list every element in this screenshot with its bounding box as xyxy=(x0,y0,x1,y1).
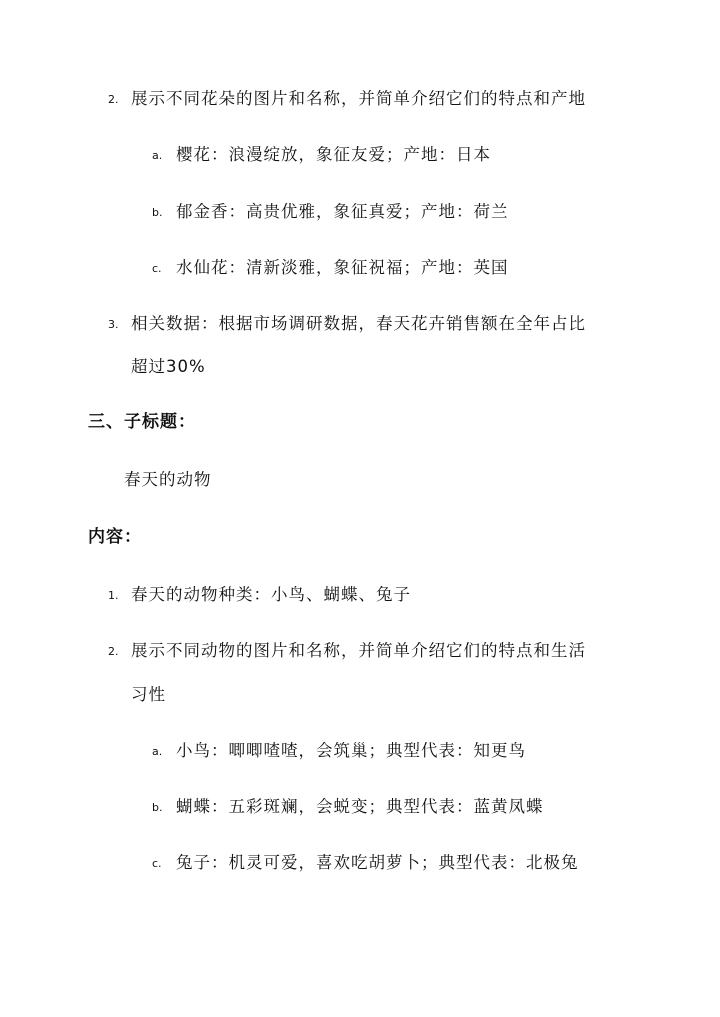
list-marker: 1. xyxy=(108,589,119,602)
list-item-text: 春天的动物种类：小鸟、蝴蝶、兔子 xyxy=(131,585,411,604)
content-label: 内容： xyxy=(88,527,142,547)
list-marker: 2. xyxy=(108,645,119,658)
sublist-marker: c. xyxy=(152,262,162,275)
sublist-marker: a. xyxy=(152,745,163,758)
sublist-item-text: 郁金香：高贵优雅，象征真爱；产地：荷兰 xyxy=(176,202,509,221)
section-heading: 三、子标题： xyxy=(88,412,196,432)
sublist-item-text: 兔子：机灵可爱，喜欢吃胡萝卜；典型代表：北极兔 xyxy=(176,853,579,872)
sublist-marker: b. xyxy=(152,801,163,814)
sublist-item-text: 水仙花：清新淡雅，象征祝福；产地：英国 xyxy=(176,258,509,277)
list-item-text: 展示不同动物的图片和名称，并简单介绍它们的特点和生活 xyxy=(131,641,586,660)
list-item-text: 相关数据：根据市场调研数据，春天花卉销售额在全年占比 xyxy=(131,314,586,333)
list-item-text: 展示不同花朵的图片和名称，并简单介绍它们的特点和产地 xyxy=(131,89,586,108)
sublist-marker: b. xyxy=(152,206,163,219)
section-subtitle: 春天的动物 xyxy=(124,470,212,489)
sublist-item-text: 樱花：浪漫绽放，象征友爱；产地：日本 xyxy=(176,145,491,164)
list-marker: 3. xyxy=(108,318,119,331)
sublist-marker: c. xyxy=(152,857,162,870)
sublist-marker: a. xyxy=(152,149,163,162)
list-marker: 2. xyxy=(108,93,119,106)
sublist-item-text: 蝴蝶：五彩斑斓，会蜕变；典型代表：蓝黄凤蝶 xyxy=(176,797,544,816)
sublist-item-text: 小鸟：唧唧喳喳，会筑巢；典型代表：知更鸟 xyxy=(176,741,526,760)
list-item-text-continuation: 习性 xyxy=(131,685,166,704)
list-item-text-continuation: 超过30% xyxy=(131,357,206,376)
